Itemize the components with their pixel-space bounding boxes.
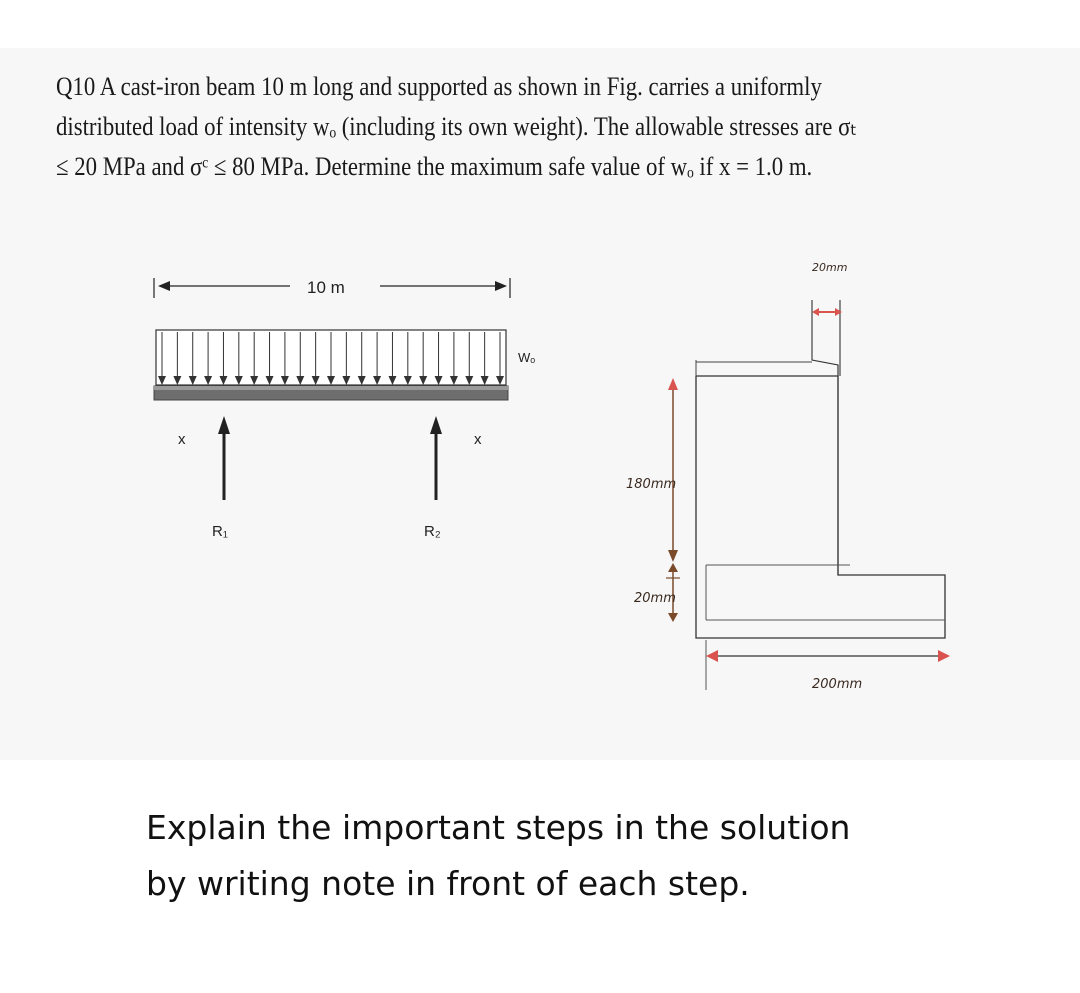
instruction-text — [146, 800, 1026, 912]
question-line-1: Q10 A cast-iron beam 10 m long and supported as shown in Fig. carries a uniformly — [56, 71, 822, 101]
web-height-label: 180mm — [626, 477, 677, 492]
flange-width-dimension — [706, 640, 950, 692]
flange-thickness-label: 20mm — [634, 591, 676, 606]
question-line-3: ≤ 20 MPa and σᶜ ≤ 80 MPa. Determine the maximum safe value of wₒ if x = 1.0 m. — [56, 151, 813, 181]
top-width-dimension — [812, 261, 847, 316]
span-dimension — [154, 278, 510, 298]
web-height-dimension — [626, 378, 678, 562]
distributed-load — [156, 330, 535, 385]
instruction-line-2: by writing note in front of each step. — [146, 864, 750, 903]
reaction-r1 — [212, 416, 230, 540]
flange-width-label: 200mm — [812, 677, 863, 692]
overhang-right-label: x — [474, 431, 482, 448]
load-label: Wₒ — [518, 350, 536, 365]
cross-section-diagram — [626, 261, 950, 692]
beam-highlight — [154, 386, 508, 390]
instruction-line-1: Explain the important steps in the solution — [146, 808, 851, 847]
section-outline — [696, 376, 945, 638]
r2-label: R₂ — [424, 523, 441, 540]
r1-label: R₁ — [212, 523, 228, 540]
question-line-2: distributed load of intensity wₒ (including its own weight). The allowable stresses are σₜ — [56, 111, 858, 141]
reaction-r2 — [424, 416, 442, 540]
beam-diagram — [154, 278, 535, 540]
top-width-label: 20mm — [812, 261, 848, 274]
overhang-left-label: x — [178, 431, 186, 448]
flange-thickness-dimension — [634, 563, 680, 622]
span-label: 10 m — [307, 278, 345, 297]
